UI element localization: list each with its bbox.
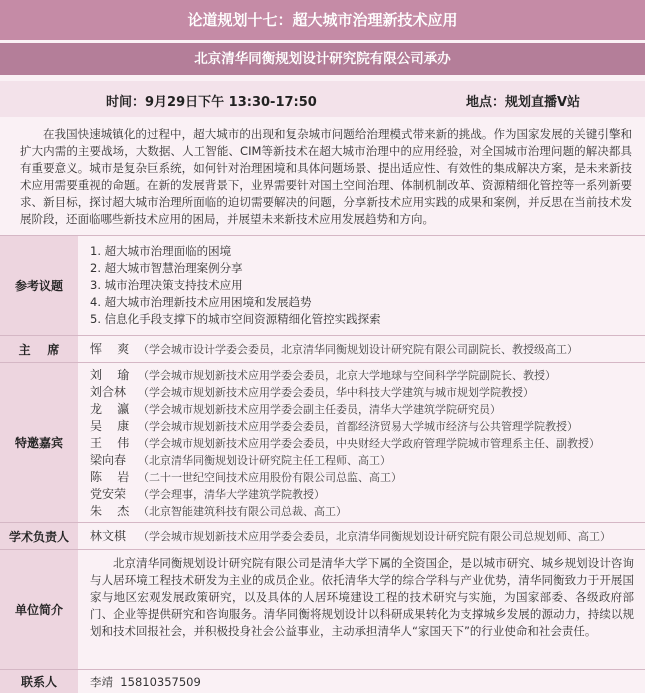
academic-lead-name: 林文棋 <box>90 529 127 543</box>
host-name: 恽 爽 <box>90 342 130 356</box>
guest-item <box>90 452 638 469</box>
company-desc: 北京清华同衡规划设计研究院有限公司是清华大学下属的全资国企，是以城市研究、城乡规划设计咨询与人居环境工程技术研发为主业的成员企业。依托清华大学的综合学科与产业优势，清华同衡致力于开展国家与地区宏观发展政策研究，以及具体的人居环境建设工程的技术研究与实施，为国家部委、各级政府部门、企业等提供研究和咨询服务。清华同衡将规划设计以科研成果转化为支撑城乡发展的源动力，持续以规划和技术回报社会，并积极投身社会公益事业，主动承担清华人“家国天下”的行业使命和社会责任。 <box>90 556 634 638</box>
topics-list <box>90 236 638 328</box>
guest-desc: （学会理事，清华大学建筑学院教授） <box>138 488 325 501</box>
organizer-banner: 北京清华同衡规划设计研究院有限公司承办 <box>0 43 645 75</box>
event-time: 时间：9月29日下午 13:30-17:50 <box>106 95 317 110</box>
guest-desc: （学会城市规划新技术应用学委会委员，华中科技大学建筑与城市规划学院教授） <box>138 386 534 399</box>
academic-lead-label: 学术负责人 <box>0 523 78 549</box>
academic-lead-desc: （学会城市规划新技术应用学委会委员，北京清华同衡规划设计研究院有限公司总规划师、高工） <box>138 530 611 543</box>
event-location: 地点：规划直播V站 <box>466 95 581 110</box>
guest-item <box>90 486 638 503</box>
guest-item <box>90 469 638 486</box>
contact-label: 联系人 <box>0 670 78 693</box>
guest-item <box>90 435 638 452</box>
guest-name: 朱 杰 <box>90 504 130 518</box>
guests-content <box>90 363 638 520</box>
host-content <box>90 336 638 358</box>
academic-lead-row <box>0 522 645 549</box>
guest-name: 王 伟 <box>90 436 130 450</box>
topics-label: 参考议题 <box>0 236 78 335</box>
host-desc: （学会城市设计学委会委员，北京清华同衡规划设计研究院有限公司副院长、教授级高工） <box>138 343 578 356</box>
guest-name: 刘 瑜 <box>90 368 130 382</box>
guest-desc: （北京清华同衡规划设计研究院主任工程师、高工） <box>138 454 391 467</box>
guest-desc: （北京智能建筑科技有限公司总裁、高工） <box>138 505 347 518</box>
company-row <box>0 549 645 669</box>
guest-desc: （学会城市规划新技术应用学委会委员，中央财经大学政府管理学院城市管理系主任、副教授） <box>138 437 600 450</box>
topic-item: 5. 信息化手段支撑下的城市空间资源精细化管控实践探索 <box>90 312 381 326</box>
meta-bar <box>0 81 645 117</box>
guest-name: 刘合林 <box>90 385 127 399</box>
company-label: 单位简介 <box>0 550 78 669</box>
academic-lead-content <box>90 523 638 545</box>
contact-value: 李靖 15810357509 <box>90 675 201 689</box>
intro-paragraph: 在我国快速城镇化的过程中，超大城市的出现和复杂城市问题给治理模式带来新的挑战。作为国家发展的关键引擎和扩大内需的主要战场，大数据、人工智能、CIM等新技术在超大城市治理中的应用经验，对全国城市治理问题的解决都具有重要意义。城市是复杂巨系统，如何针对治理困境和具体问题场景、提出适应性、有效性的集成解决方案，是未来新技术应用需要重视的命题。在新的发展背景下，业界需要针对国土空间治理、体制机制改革、资源精细化管控等一系列新要求、新目标，探讨超大城市治理所面临的迫切需要解决的问题，分享新技术应用实践的成果和案例，并反思在当前技术发展阶段，还面临哪些新技术应用的困局，并展望未来新技术应用发展趋势和方向。 <box>20 127 632 226</box>
topic-item: 4. 超大城市治理新技术应用困境和发展趋势 <box>90 295 312 309</box>
contact-content <box>90 670 638 690</box>
guest-item <box>90 503 638 520</box>
guest-desc: （学会城市规划新技术应用学委会委员，北京大学地球与空间科学学院副院长、教授） <box>138 369 556 382</box>
guest-item <box>90 384 638 401</box>
company-content <box>90 550 638 640</box>
host-label: 主 席 <box>0 336 78 362</box>
page-title: 论道规划十七：超大城市治理新技术应用 <box>0 0 645 40</box>
topic-item: 1. 超大城市治理面临的困境 <box>90 244 232 258</box>
guest-name: 吴 康 <box>90 419 130 433</box>
guest-item <box>90 418 638 435</box>
topics-row <box>0 235 645 335</box>
guests-label: 特邀嘉宾 <box>0 363 78 522</box>
contact-row <box>0 669 645 693</box>
topic-item: 3. 城市治理决策支持技术应用 <box>90 278 243 292</box>
guest-name: 陈 岩 <box>90 470 130 484</box>
topics-content <box>90 236 638 328</box>
guest-name: 龙 瀛 <box>90 402 130 416</box>
guest-desc: （二十一世纪空间技术应用股份有限公司总监、高工） <box>138 471 402 484</box>
guest-desc: （学会城市规划新技术应用学委会委员，首都经济贸易大学城市经济与公共管理学院教授） <box>138 420 578 433</box>
guest-name: 梁向春 <box>90 453 127 467</box>
topic-item: 2. 超大城市智慧治理案例分享 <box>90 261 243 275</box>
host-row <box>0 335 645 362</box>
guests-row <box>0 362 645 522</box>
guest-desc: （学会城市规划新技术应用学委会副主任委员，清华大学建筑学院研究员） <box>138 403 501 416</box>
guest-name: 党安荣 <box>90 487 127 501</box>
guest-item <box>90 367 638 384</box>
guest-item <box>90 401 638 418</box>
